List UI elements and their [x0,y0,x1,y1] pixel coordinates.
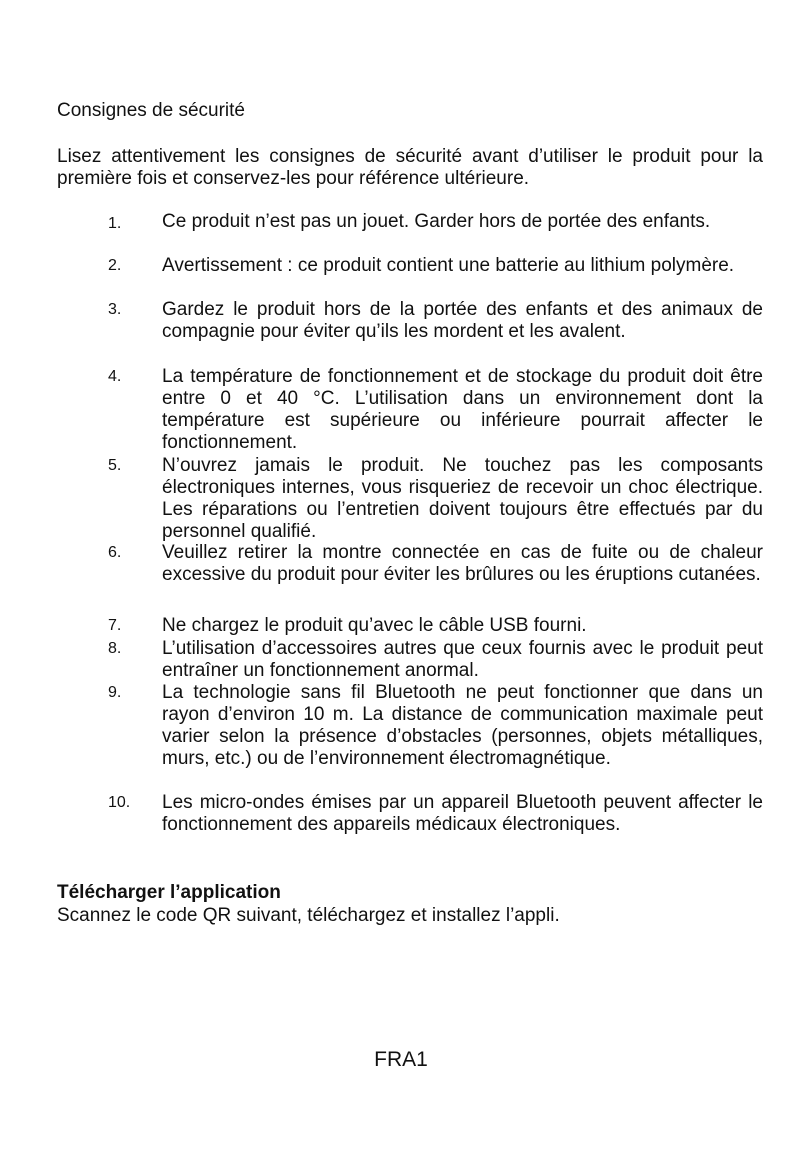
item-number: 5. [108,457,122,474]
item-text: Veuillez retirer la montre connectée en cas de fuite ou de chaleur excessive du produit pour éviter les brûlures ou les éruptions cutanées. [162,542,763,585]
item-text: Ce produit n’est pas un jouet. Garder hors de portée des enfants. [162,211,711,232]
section-title: Consignes de sécurité [57,100,245,121]
item-number: 2. [108,257,122,274]
item-text: Avertissement : ce produit contient une batterie au lithium polymère. [162,255,735,276]
item-text: Les micro-ondes émises par un appareil Bluetooth peuvent affecter le fonctionnement des appareils médicaux électroniques. [162,792,763,835]
item-text: La température de fonctionnement et de stockage du produit doit être entre 0 et 40 °C. L’utilisation dans un environnement dont la température est supérieure ou inférieure pourrait affecter le fonctionnement. [162,366,763,453]
item-text: Gardez le produit hors de la portée des enfants et des animaux de compagnie pour éviter qu’ils les mordent et les avalent. [162,299,763,342]
item-number: 10. [108,794,131,811]
item-text: L’utilisation d’accessoires autres que ceux fournis avec le produit peut entraîner un fonctionnement anormal. [162,638,763,681]
download-heading: Télécharger l’application [57,882,281,903]
page-number: FRA1 [374,1048,428,1071]
item-text: Ne chargez le produit qu’avec le câble USB fourni. [162,615,587,636]
intro-paragraph: Lisez attentivement les consignes de sécurité avant d’utiliser le produit pour la première fois et conservez-les pour référence ultérieure. [57,146,763,189]
item-number: 4. [108,368,122,385]
item-text: N’ouvrez jamais le produit. Ne touchez pas les composants électroniques internes, vous risqueriez de recevoir un choc électrique. Les réparations ou l’entretien doivent toujours être effectués par du personnel qualifié. [162,455,763,542]
item-number: 8. [108,640,122,657]
item-number: 9. [108,684,122,701]
item-number: 3. [108,301,122,318]
item-number: 1. [108,215,122,232]
item-number: 6. [108,544,122,561]
item-number: 7. [108,617,122,634]
download-instructions: Scannez le code QR suivant, téléchargez et installez l’appli. [57,905,560,926]
item-text: La technologie sans fil Bluetooth ne peut fonctionner que dans un rayon d’environ 10 m. La distance de communication maximale peut varier selon la présence d’obstacles (personnes, objets métalliques, murs, etc.) ou de l’environnement électromagnétique. [162,682,763,769]
